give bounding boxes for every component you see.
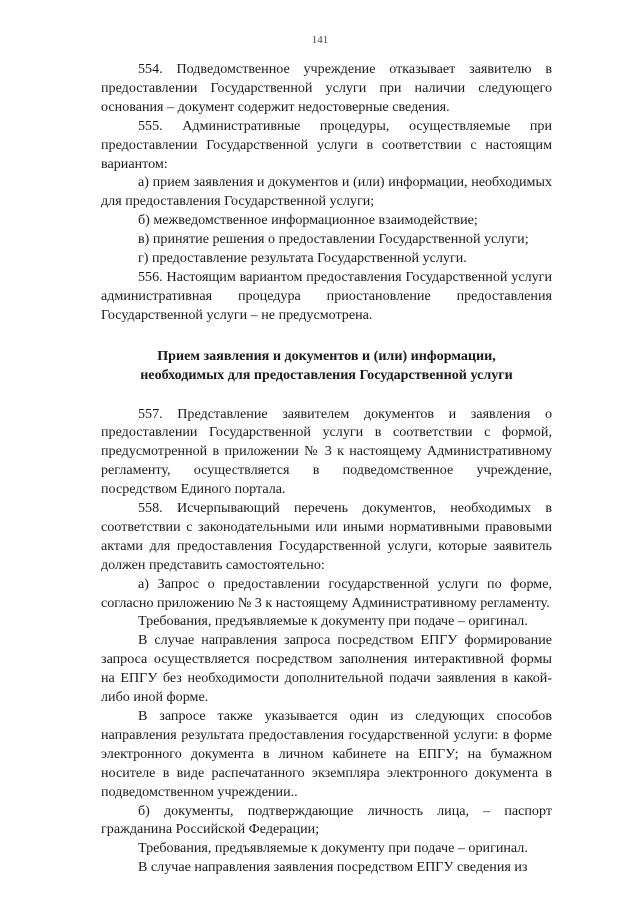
requirement-original-2: Требования, предъявляемые к документу при подаче – оригинал. (138, 840, 528, 857)
paragraph-557: 557. Представление заявителем документов и заявления о предоставлении Государственной услуги в соответствии с формой, предусмотренной в приложении № 3 к настоящему Административному регламенту, осуществляется в подведомственное учреждение, посредством Единого портала. (101, 405, 552, 498)
list-item-b: б) межведомственное информационное взаимодействие; (138, 212, 478, 229)
paragraph-epgu-request: В случае направления запроса посредством ЕПГУ формирование запроса осуществляется посредством заполнения интерактивной формы на ЕПГУ без необходимости дополнительной подачи заявления в какой-либо иной форме. (101, 632, 552, 706)
section-heading-line-1: Прием заявления и документов и (или) информации, (157, 347, 496, 364)
list-item-v: в) принятие решения о предоставлении Государственной услуги; (138, 231, 529, 248)
paragraph-epgu-info: В случае направления заявления посредством ЕПГУ сведения из (138, 859, 528, 876)
section-heading-line-2: необходимых для предоставления Государственной услуги (140, 366, 513, 383)
document-body (101, 60, 552, 877)
list-item-g: г) предоставление результата Государственной услуги. (138, 250, 467, 267)
page-number: 141 (311, 34, 329, 46)
list-item-b-identity: б) документы, подтверждающие личность лица, – паспорт гражданина Российской Федерации; (101, 802, 552, 838)
requirement-original-1: Требования, предъявляемые к документу при подаче – оригинал. (138, 613, 528, 630)
paragraph-554: 554. Подведомственное учреждение отказывает заявителю в предоставлении Государственной услуги при наличии следующего основания – документ содержит недостоверные сведения. (101, 61, 552, 115)
list-item-a-request: а) Запрос о предоставлении государственной услуги по форме, согласно приложению № 3 к настоящему Административному регламенту. (101, 575, 552, 611)
section-heading (101, 347, 552, 385)
paragraph-556: 556. Настоящим вариантом предоставления Государственной услуги административная процедура приостановление предоставления Государственной услуги – не предусмотрена. (101, 268, 552, 323)
paragraph-558: 558. Исчерпывающий перечень документов, необходимых в соответствии с законодательными или иными нормативными правовыми актами для предоставления Государственной услуги, которые заявитель должен представить самостоятельно: (101, 500, 552, 573)
paragraph-result-methods: В запросе также указывается один из следующих способов направления результата предоставления государственной услуги: в форме электронного документа в личном кабинете на ЕПГУ; на бумажном носителе в виде распечатанного экземпляра электронного документа в подведомственном учреждении.. (101, 708, 552, 800)
list-item-a: а) прием заявления и документов и (или) информации, необходимых для предоставления Государственной услуги; (101, 174, 552, 210)
paragraph-555: 555. Административные процедуры, осуществляемые при предоставлении Государственной услуги в соответствии с настоящим вариантом: (101, 117, 552, 172)
